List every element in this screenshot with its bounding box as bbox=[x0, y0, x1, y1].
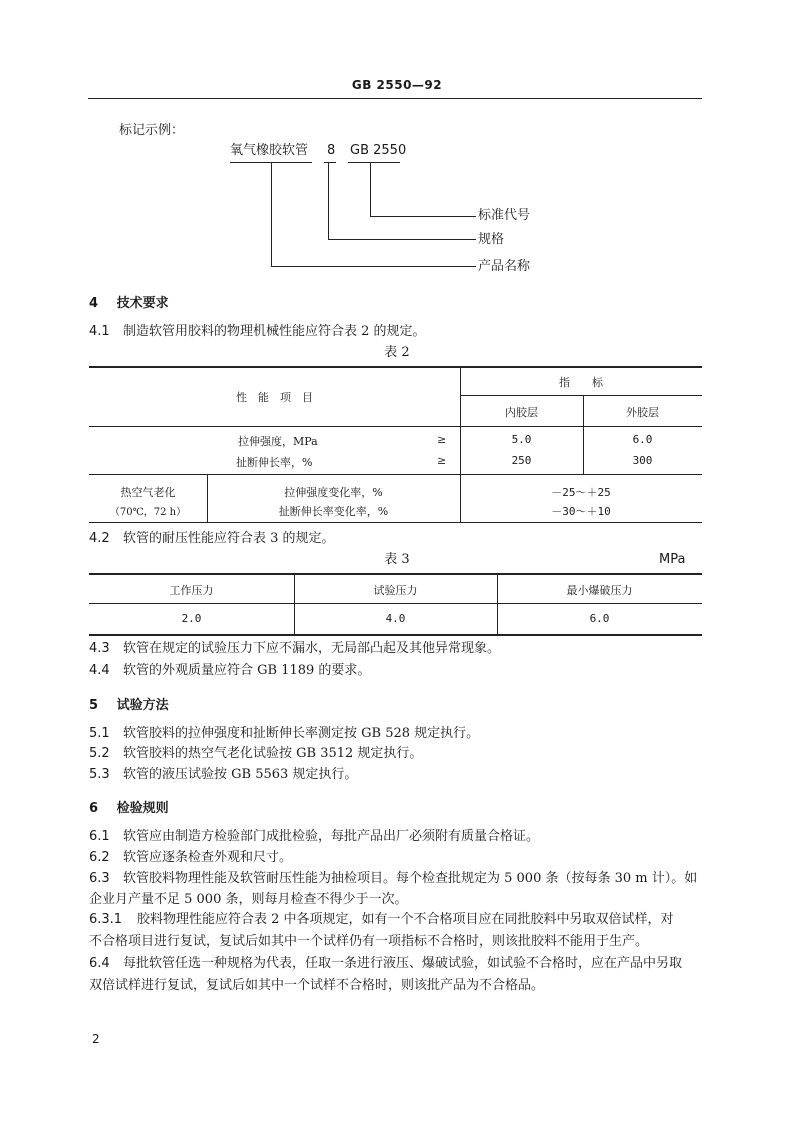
clause-5-2 bbox=[89, 745, 422, 763]
table-2-header-item: 性 能 项 目 bbox=[236, 391, 313, 404]
table-2-row-outer: 6.0 bbox=[632, 433, 653, 446]
section-4-heading bbox=[89, 292, 169, 311]
table-2-aging-row-label: 扯断伸长率变化率，% bbox=[278, 505, 389, 518]
callout-standard-code: 标准代号 bbox=[478, 208, 531, 223]
table-2-aging-row-label: 拉伸强度变化率，% bbox=[284, 486, 383, 499]
table-2-row-label: 扯断伸长率，% bbox=[236, 456, 313, 469]
callout-product-name: 产品名称 bbox=[478, 259, 531, 274]
clause-6-4-continuation: 双倍试样进行复试，复试后如其中一个试样不合格时，则该批产品为不合格品。 bbox=[89, 978, 545, 993]
underline-spec bbox=[324, 162, 336, 163]
clause-6-1-number: 6.1 bbox=[89, 829, 110, 844]
header-rule bbox=[88, 98, 702, 99]
clause-6-3-continuation: 企业月产量不足 5 000 条，则每月检查不得少于一次。 bbox=[89, 892, 408, 907]
table-2-caption: 表 2 bbox=[384, 345, 410, 360]
table-2-header-outer: 外胶层 bbox=[626, 406, 659, 419]
clause-4-2 bbox=[89, 530, 335, 548]
clause-4-3-text: 软管在规定的试验压力下应不漏水，无局部凸起及其他异常现象。 bbox=[123, 641, 501, 656]
table-3-value-working-pressure: 2.0 bbox=[181, 612, 202, 625]
table-2-bottom-rule bbox=[89, 522, 702, 523]
table-2-body-rule bbox=[89, 474, 702, 475]
clause-6-3-1 bbox=[89, 911, 674, 929]
clause-5-3-text: 软管的液压试验按 GB 5563 规定执行。 bbox=[123, 767, 358, 782]
connector-product-h bbox=[271, 266, 476, 267]
clause-6-4 bbox=[89, 955, 682, 973]
table-2-aging-label: 热空气老化 bbox=[120, 486, 176, 499]
table-3-header-rule bbox=[89, 603, 702, 604]
connector-product-v bbox=[271, 162, 272, 267]
clause-4-2-text: 软管的耐压性能应符合表 3 的规定。 bbox=[123, 531, 335, 546]
clause-4-1-text: 制造软管用胶料的物理机械性能应符合表 2 的规定。 bbox=[123, 324, 426, 339]
clause-6-4-number: 6.4 bbox=[89, 956, 110, 971]
clause-5-3-number: 5.3 bbox=[89, 767, 110, 782]
clause-6-4-text: 每批软管任选一种规格为代表，任取一条进行液压、爆破试验，如试验不合格时，应在产品中另取 bbox=[123, 956, 683, 971]
clause-4-3 bbox=[89, 640, 500, 658]
table-2-aging-conditions: （70℃，72 h） bbox=[109, 507, 187, 518]
table-2-header-inner: 内胶层 bbox=[505, 406, 538, 419]
clause-5-1-text: 软管胶料的拉伸强度和扯断伸长率测定按 GB 528 规定执行。 bbox=[123, 726, 480, 741]
clause-4-4-text: 软管的外观质量应符合 GB 1189 的要求。 bbox=[123, 663, 371, 678]
table-3-caption: 表 3 bbox=[384, 552, 410, 567]
table-2-aging-row-value: －30～＋10 bbox=[551, 505, 611, 518]
clause-6-2-text: 软管应逐条检查外观和尺寸。 bbox=[123, 850, 293, 865]
table-3-header-burst-pressure: 最小爆破压力 bbox=[566, 584, 633, 597]
table-2-row-inner: 5.0 bbox=[511, 433, 532, 446]
section-5-number: 5 bbox=[89, 698, 99, 713]
table-3-bottom-rule bbox=[89, 634, 702, 636]
table-2-row-op: ≥ bbox=[437, 433, 447, 446]
section-4-title: 技术要求 bbox=[116, 296, 169, 311]
clause-6-3 bbox=[89, 870, 697, 888]
table-2-aging-row-value: －25～＋25 bbox=[551, 486, 611, 499]
connector-standard-v bbox=[370, 162, 371, 217]
clause-6-3-1-number: 6.3.1 bbox=[89, 912, 123, 927]
callout-spec: 规格 bbox=[478, 232, 505, 247]
marking-product-name: 氧气橡胶软管 bbox=[230, 143, 309, 158]
clause-4-4-number: 4.4 bbox=[89, 663, 110, 678]
section-6-title: 检验规则 bbox=[116, 801, 169, 816]
clause-6-3-text: 软管胶料物理性能及软管耐压性能为抽检项目。每个检查批规定为 5 000 条（按每条 30 m 计）。如 bbox=[123, 871, 698, 886]
section-4-number: 4 bbox=[89, 296, 99, 311]
connector-spec-h bbox=[328, 239, 476, 240]
clause-6-3-1-continuation: 不合格项目进行复试，复试后如其中一个试样仍有一项指标不合格时，则该批胶料不能用于生产。 bbox=[89, 934, 649, 949]
clause-6-1-text: 软管应由制造方检验部门成批检验，每批产品出厂必须附有质量合格证。 bbox=[123, 829, 540, 844]
section-6-number: 6 bbox=[89, 801, 99, 816]
clause-6-1 bbox=[89, 828, 539, 846]
connector-standard-h bbox=[370, 216, 476, 217]
clause-4-3-number: 4.3 bbox=[89, 641, 110, 656]
marking-standard: GB 2550 bbox=[350, 143, 407, 158]
table-2-top-rule bbox=[89, 366, 702, 368]
marking-spec: 8 bbox=[327, 143, 336, 158]
clause-6-2 bbox=[89, 849, 292, 867]
clause-5-2-text: 软管胶料的热空气老化试验按 GB 3512 规定执行。 bbox=[123, 746, 423, 761]
running-header: GB 2550—92 bbox=[351, 78, 443, 92]
table-2-index-rule bbox=[460, 395, 702, 396]
marking-example-label: 标记示例： bbox=[119, 123, 185, 138]
section-5-heading bbox=[89, 694, 169, 713]
table-2-row-label: 拉伸强度，MPa bbox=[238, 435, 318, 448]
page-number: 2 bbox=[92, 1032, 100, 1046]
clause-4-1 bbox=[89, 323, 426, 341]
clause-4-2-number: 4.2 bbox=[89, 531, 110, 546]
clause-5-1-number: 5.1 bbox=[89, 726, 110, 741]
table-3-header-test-pressure: 试验压力 bbox=[373, 584, 418, 597]
table-3-top-rule bbox=[89, 573, 702, 575]
section-6-heading bbox=[89, 797, 169, 816]
table-2-header-rule bbox=[89, 426, 702, 427]
clause-4-1-number: 4.1 bbox=[89, 324, 110, 339]
clause-5-3 bbox=[89, 766, 357, 784]
table-2-row-inner: 250 bbox=[511, 454, 532, 467]
table-2-header-index: 指 标 bbox=[559, 376, 603, 389]
clause-4-4 bbox=[89, 662, 370, 680]
underline-standard bbox=[348, 162, 400, 163]
table-2-row-outer: 300 bbox=[632, 454, 653, 467]
table-3-value-burst-pressure: 6.0 bbox=[589, 612, 610, 625]
table-3-unit: MPa bbox=[659, 552, 686, 567]
table-3-value-test-pressure: 4.0 bbox=[385, 612, 406, 625]
clause-5-2-number: 5.2 bbox=[89, 746, 110, 761]
clause-6-2-number: 6.2 bbox=[89, 850, 110, 865]
table-3-header-working-pressure: 工作压力 bbox=[169, 584, 214, 597]
clause-5-1 bbox=[89, 725, 479, 743]
clause-6-3-number: 6.3 bbox=[89, 871, 110, 886]
section-5-title: 试验方法 bbox=[116, 698, 169, 713]
table-2-row-op: ≥ bbox=[437, 454, 447, 467]
connector-spec-v bbox=[328, 162, 329, 240]
clause-6-3-1-text: 胶料物理性能应符合表 2 中各项规定，如有一个不合格项目应在同批胶料中另取双倍试样，对 bbox=[137, 912, 674, 927]
